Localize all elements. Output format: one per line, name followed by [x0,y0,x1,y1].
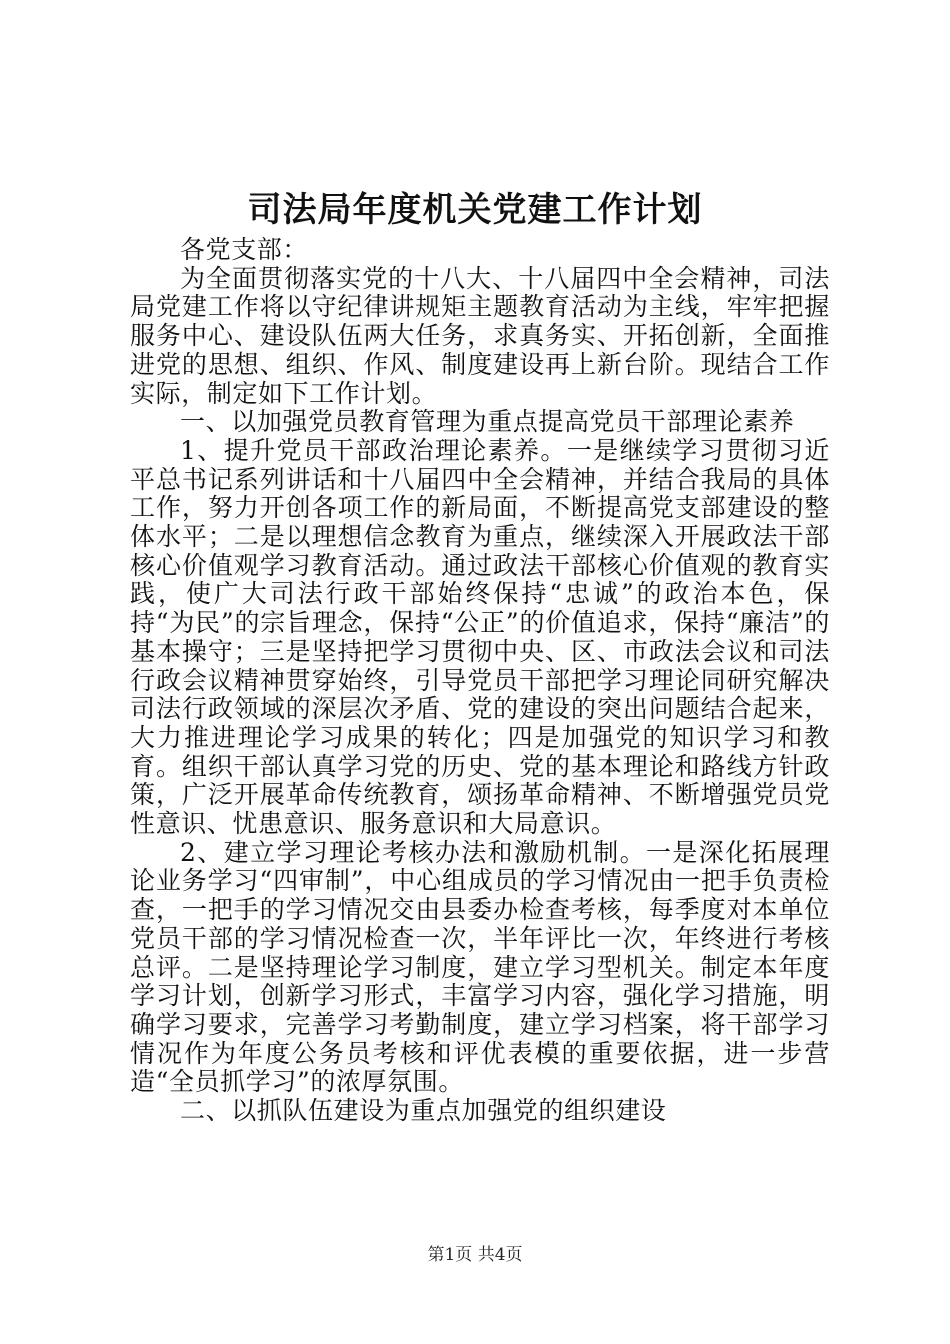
item-paragraph-1: 1、提升党员干部政治理论素养。一是继续学习贯彻习近平总书记系列讲话和十八届四中全会精神，并结合我局的具体工作，努力开创各项工作的新局面，不断提高党支部建设的整体水平；二是以理想信念教育为重点，继续深入开展政法干部核心价值观学习教育活动。通过政法干部核心价值观的教育实践，使广大司法行政干部始终保持“忠诚”的政治本色，保持“为民”的宗旨理念，保持“公正”的价值追求，保持“廉洁”的基本操守；三是坚持把学习贯彻中央、区、市政法会议和司法行政会议精神贯穿始终，引导党员干部把学习理论同研究解决司法行政领域的深层次矛盾、党的建设的突出问题结合起来，大力推进理论学习成果的转化；四是加强党的知识学习和教育。组织干部认真学习党的历史、党的基本理论和路线方针政策，广泛开展革命传统教育，颂扬革命精神、不断增强党员党性意识、忧患意识、服务意识和大局意识。 [130,435,830,839]
intro-paragraph: 为全面贯彻落实党的十八大、十八届四中全会精神，司法局党建工作将以守纪律讲规矩主题教育活动为主线，牢牢把握服务中心、建设队伍两大任务，求真务实、开拓创新，全面推进党的思想、组织、作风、制度建设再上新台阶。现结合工作实际，制定如下工作计划。 [130,263,830,408]
section-heading-2: 二、以抓队伍建设为重点加强党的组织建设 [180,1096,667,1126]
section-heading-1: 一、以加强党员教育管理为重点提高党员干部理论素养 [180,407,795,437]
document-title: 司法局年度机关党建工作计划 [247,190,703,230]
document-body [130,236,830,1126]
item-paragraph-2: 2、建立学习理论考核办法和激励机制。一是深化拓展理论业务学习“四审制”，中心组成员的学习情况由一把手负责检查，一把手的学习情况交由县委办检查考核，每季度对本单位党员干部的学习情况检查一次，半年评比一次，年终进行考核总评。二是坚持理论学习制度，建立学习型机关。制定本年度学习计划，创新学习形式，丰富学习内容，强化学习措施，明确学习要求，完善学习考勤制度，建立学习档案，将干部学习情况作为年度公务员考核和评优表模的重要依据，进一步营造“全员抓学习”的浓厚氛围。 [130,837,830,1097]
salutation: 各党支部： [180,235,309,264]
page-footer: 第1页 共4页 [427,1245,523,1265]
